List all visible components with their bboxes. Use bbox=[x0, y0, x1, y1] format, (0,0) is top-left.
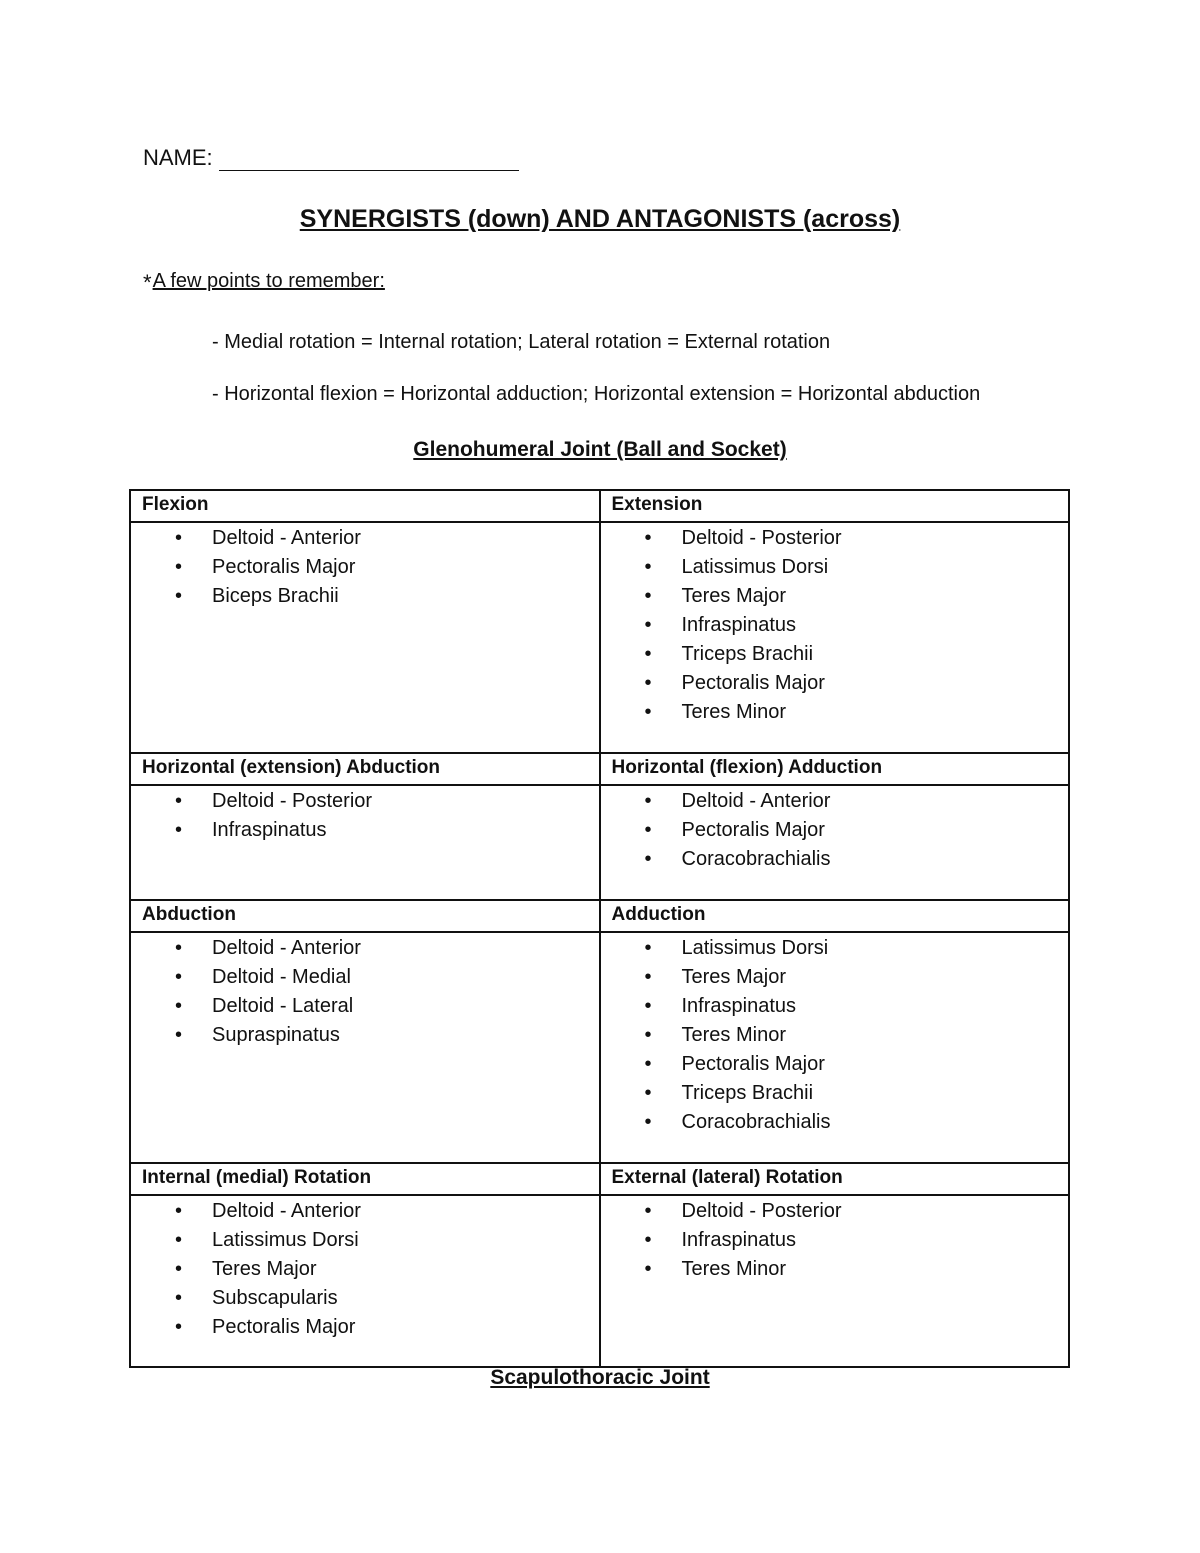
list-item bbox=[601, 553, 1069, 582]
bullet-icon: • bbox=[644, 614, 652, 636]
muscle-name: Deltoid - Medial bbox=[212, 966, 351, 988]
bullet-icon: • bbox=[644, 1024, 652, 1046]
scapulothoracic-title: Scapulothoracic Joint bbox=[490, 1366, 710, 1389]
heading-cell: Flexion bbox=[130, 490, 600, 522]
bullet-icon: • bbox=[644, 1258, 652, 1280]
list-item bbox=[601, 845, 1069, 874]
muscle-list bbox=[601, 1197, 1069, 1284]
table-body-row bbox=[130, 1195, 1069, 1367]
muscle-name: Triceps Brachii bbox=[681, 643, 814, 665]
bullet-icon: • bbox=[175, 819, 183, 841]
muscle-name: Infraspinatus bbox=[681, 614, 797, 636]
heading-cell: Horizontal (extension) Abduction bbox=[130, 753, 600, 785]
list-item bbox=[131, 787, 599, 816]
bullet-icon: • bbox=[644, 819, 652, 841]
bullet-icon: • bbox=[644, 790, 652, 812]
table-header-row bbox=[130, 490, 1069, 522]
muscle-name: Pectoralis Major bbox=[681, 1053, 825, 1075]
list-item bbox=[601, 816, 1069, 845]
muscle-name: Subscapularis bbox=[212, 1287, 338, 1309]
bullet-icon: • bbox=[644, 556, 652, 578]
table-body-row bbox=[130, 932, 1069, 1163]
muscle-list-cell bbox=[600, 785, 1070, 900]
muscle-list-cell bbox=[600, 522, 1070, 753]
muscle-list-wrapper bbox=[601, 523, 1069, 727]
bullet-icon: • bbox=[644, 937, 652, 959]
name-field bbox=[143, 145, 519, 171]
list-item bbox=[601, 669, 1069, 698]
muscle-name: Infraspinatus bbox=[681, 995, 797, 1017]
muscle-name: Pectoralis Major bbox=[681, 672, 825, 694]
bullet-icon: • bbox=[175, 995, 183, 1017]
muscle-list-wrapper bbox=[131, 933, 599, 1050]
muscle-name: Deltoid - Posterior bbox=[212, 790, 373, 812]
muscle-list-cell bbox=[600, 932, 1070, 1163]
muscle-name: Latissimus Dorsi bbox=[681, 556, 829, 578]
table-header-row bbox=[130, 753, 1069, 785]
muscle-list-cell bbox=[130, 1195, 600, 1367]
muscle-list-cell bbox=[130, 522, 600, 753]
note-horizontal: - Horizontal flexion = Horizontal adduction; Horizontal extension = Horizontal abduction bbox=[212, 383, 981, 405]
list-item bbox=[131, 1197, 599, 1226]
bullet-icon: • bbox=[644, 672, 652, 694]
muscle-list-cell bbox=[130, 785, 600, 900]
muscle-name: Deltoid - Anterior bbox=[212, 937, 361, 959]
list-item bbox=[601, 611, 1069, 640]
muscle-name: Teres Major bbox=[212, 1258, 317, 1280]
list-item bbox=[131, 816, 599, 845]
muscle-name: Biceps Brachii bbox=[212, 585, 339, 607]
name-blank-line[interactable] bbox=[219, 148, 519, 171]
muscle-list-wrapper bbox=[601, 1196, 1069, 1284]
muscle-name: Infraspinatus bbox=[681, 1229, 797, 1251]
muscle-list-cell bbox=[600, 1195, 1070, 1367]
muscle-list-wrapper bbox=[601, 786, 1069, 874]
list-item bbox=[131, 934, 599, 963]
list-item bbox=[601, 582, 1069, 611]
list-item bbox=[131, 1226, 599, 1255]
muscle-name: Teres Minor bbox=[681, 1258, 786, 1280]
glenohumeral-title: Glenohumeral Joint (Ball and Socket) bbox=[413, 438, 787, 461]
heading-cell: Extension bbox=[600, 490, 1070, 522]
muscle-name: Deltoid - Anterior bbox=[681, 790, 831, 812]
muscle-name: Deltoid - Lateral bbox=[212, 995, 354, 1017]
muscle-name: Coracobrachialis bbox=[681, 848, 831, 870]
muscle-name: Infraspinatus bbox=[212, 819, 327, 841]
muscle-name: Latissimus Dorsi bbox=[212, 1229, 359, 1251]
points-heading bbox=[143, 270, 385, 296]
list-item bbox=[131, 582, 599, 611]
list-item bbox=[601, 992, 1069, 1021]
muscle-list bbox=[131, 1197, 599, 1342]
muscle-name: Deltoid - Anterior bbox=[212, 527, 361, 549]
muscle-name: Coracobrachialis bbox=[681, 1111, 831, 1133]
muscle-list-wrapper bbox=[131, 786, 599, 845]
bullet-icon: • bbox=[175, 1316, 183, 1338]
list-item bbox=[601, 1226, 1069, 1255]
list-item bbox=[131, 524, 599, 553]
muscle-list bbox=[131, 934, 599, 1050]
list-item bbox=[601, 934, 1069, 963]
bullet-icon: • bbox=[644, 1082, 652, 1104]
bullet-icon: • bbox=[644, 1229, 652, 1251]
list-item bbox=[131, 963, 599, 992]
list-item bbox=[601, 1079, 1069, 1108]
list-item bbox=[601, 1021, 1069, 1050]
bullet-icon: • bbox=[175, 556, 183, 578]
list-item bbox=[601, 640, 1069, 669]
note-rotation: - Medial rotation = Internal rotation; Lateral rotation = External rotation bbox=[212, 331, 831, 353]
bullet-icon: • bbox=[644, 1111, 652, 1133]
list-item bbox=[601, 1108, 1069, 1137]
muscle-list-wrapper bbox=[131, 523, 599, 611]
bullet-icon: • bbox=[644, 1200, 652, 1222]
heading-cell: Adduction bbox=[600, 900, 1070, 932]
muscle-list bbox=[601, 787, 1069, 874]
bullet-icon: • bbox=[175, 937, 183, 959]
list-item bbox=[601, 524, 1069, 553]
bullet-icon: • bbox=[175, 1258, 183, 1280]
bullet-icon: • bbox=[175, 1024, 183, 1046]
muscle-name: Teres Minor bbox=[681, 701, 786, 723]
heading-cell: Horizontal (flexion) Adduction bbox=[600, 753, 1070, 785]
muscle-name: Deltoid - Posterior bbox=[681, 1200, 842, 1222]
table-header-row bbox=[130, 900, 1069, 932]
list-item bbox=[131, 992, 599, 1021]
heading-cell: Internal (medial) Rotation bbox=[130, 1163, 600, 1195]
muscle-name: Deltoid - Posterior bbox=[681, 527, 842, 549]
bullet-icon: • bbox=[644, 966, 652, 988]
muscle-list-wrapper bbox=[131, 1196, 599, 1342]
table-header-row bbox=[130, 1163, 1069, 1195]
list-item bbox=[601, 963, 1069, 992]
muscle-list bbox=[131, 524, 599, 611]
muscle-name: Latissimus Dorsi bbox=[681, 937, 829, 959]
list-item bbox=[131, 1021, 599, 1050]
muscle-list bbox=[131, 787, 599, 845]
table-body-row bbox=[130, 522, 1069, 753]
bullet-icon: • bbox=[644, 585, 652, 607]
heading-cell: Abduction bbox=[130, 900, 600, 932]
bullet-icon: • bbox=[175, 585, 183, 607]
bullet-icon: • bbox=[644, 701, 652, 723]
bullet-icon: • bbox=[175, 790, 183, 812]
bullet-icon: • bbox=[175, 1200, 183, 1222]
table-body-row bbox=[130, 785, 1069, 900]
bullet-icon: • bbox=[644, 1053, 652, 1075]
muscle-name: Triceps Brachii bbox=[681, 1082, 814, 1104]
list-item bbox=[131, 1313, 599, 1342]
page-title: SYNERGISTS (down) AND ANTAGONISTS (across) bbox=[299, 205, 901, 233]
muscle-list-wrapper bbox=[601, 933, 1069, 1137]
bullet-icon: • bbox=[644, 848, 652, 870]
muscle-list bbox=[601, 524, 1069, 727]
points-heading-text: A few points to remember: bbox=[152, 270, 385, 292]
asterisk: * bbox=[143, 270, 152, 295]
list-item bbox=[601, 698, 1069, 727]
list-item bbox=[601, 787, 1069, 816]
muscle-name: Teres Major bbox=[681, 585, 786, 607]
muscle-name: Teres Minor bbox=[681, 1024, 786, 1046]
list-item bbox=[601, 1050, 1069, 1079]
bullet-icon: • bbox=[644, 527, 652, 549]
bullet-icon: • bbox=[175, 527, 183, 549]
bullet-icon: • bbox=[175, 966, 183, 988]
heading-cell: External (lateral) Rotation bbox=[600, 1163, 1070, 1195]
list-item bbox=[601, 1197, 1069, 1226]
bullet-icon: • bbox=[644, 995, 652, 1017]
muscle-name: Teres Major bbox=[681, 966, 786, 988]
muscle-name: Pectoralis Major bbox=[681, 819, 825, 841]
muscle-name: Pectoralis Major bbox=[212, 1316, 356, 1338]
list-item bbox=[131, 1255, 599, 1284]
muscle-name: Deltoid - Anterior bbox=[212, 1200, 361, 1222]
muscle-list bbox=[601, 934, 1069, 1137]
muscle-name: Supraspinatus bbox=[212, 1024, 340, 1046]
list-item bbox=[601, 1255, 1069, 1284]
bullet-icon: • bbox=[175, 1287, 183, 1309]
list-item bbox=[131, 553, 599, 582]
muscle-table bbox=[129, 489, 1070, 1368]
name-label: NAME: bbox=[143, 145, 213, 170]
list-item bbox=[131, 1284, 599, 1313]
bullet-icon: • bbox=[175, 1229, 183, 1251]
bullet-icon: • bbox=[644, 643, 652, 665]
muscle-list-cell bbox=[130, 932, 600, 1163]
muscle-name: Pectoralis Major bbox=[212, 556, 356, 578]
